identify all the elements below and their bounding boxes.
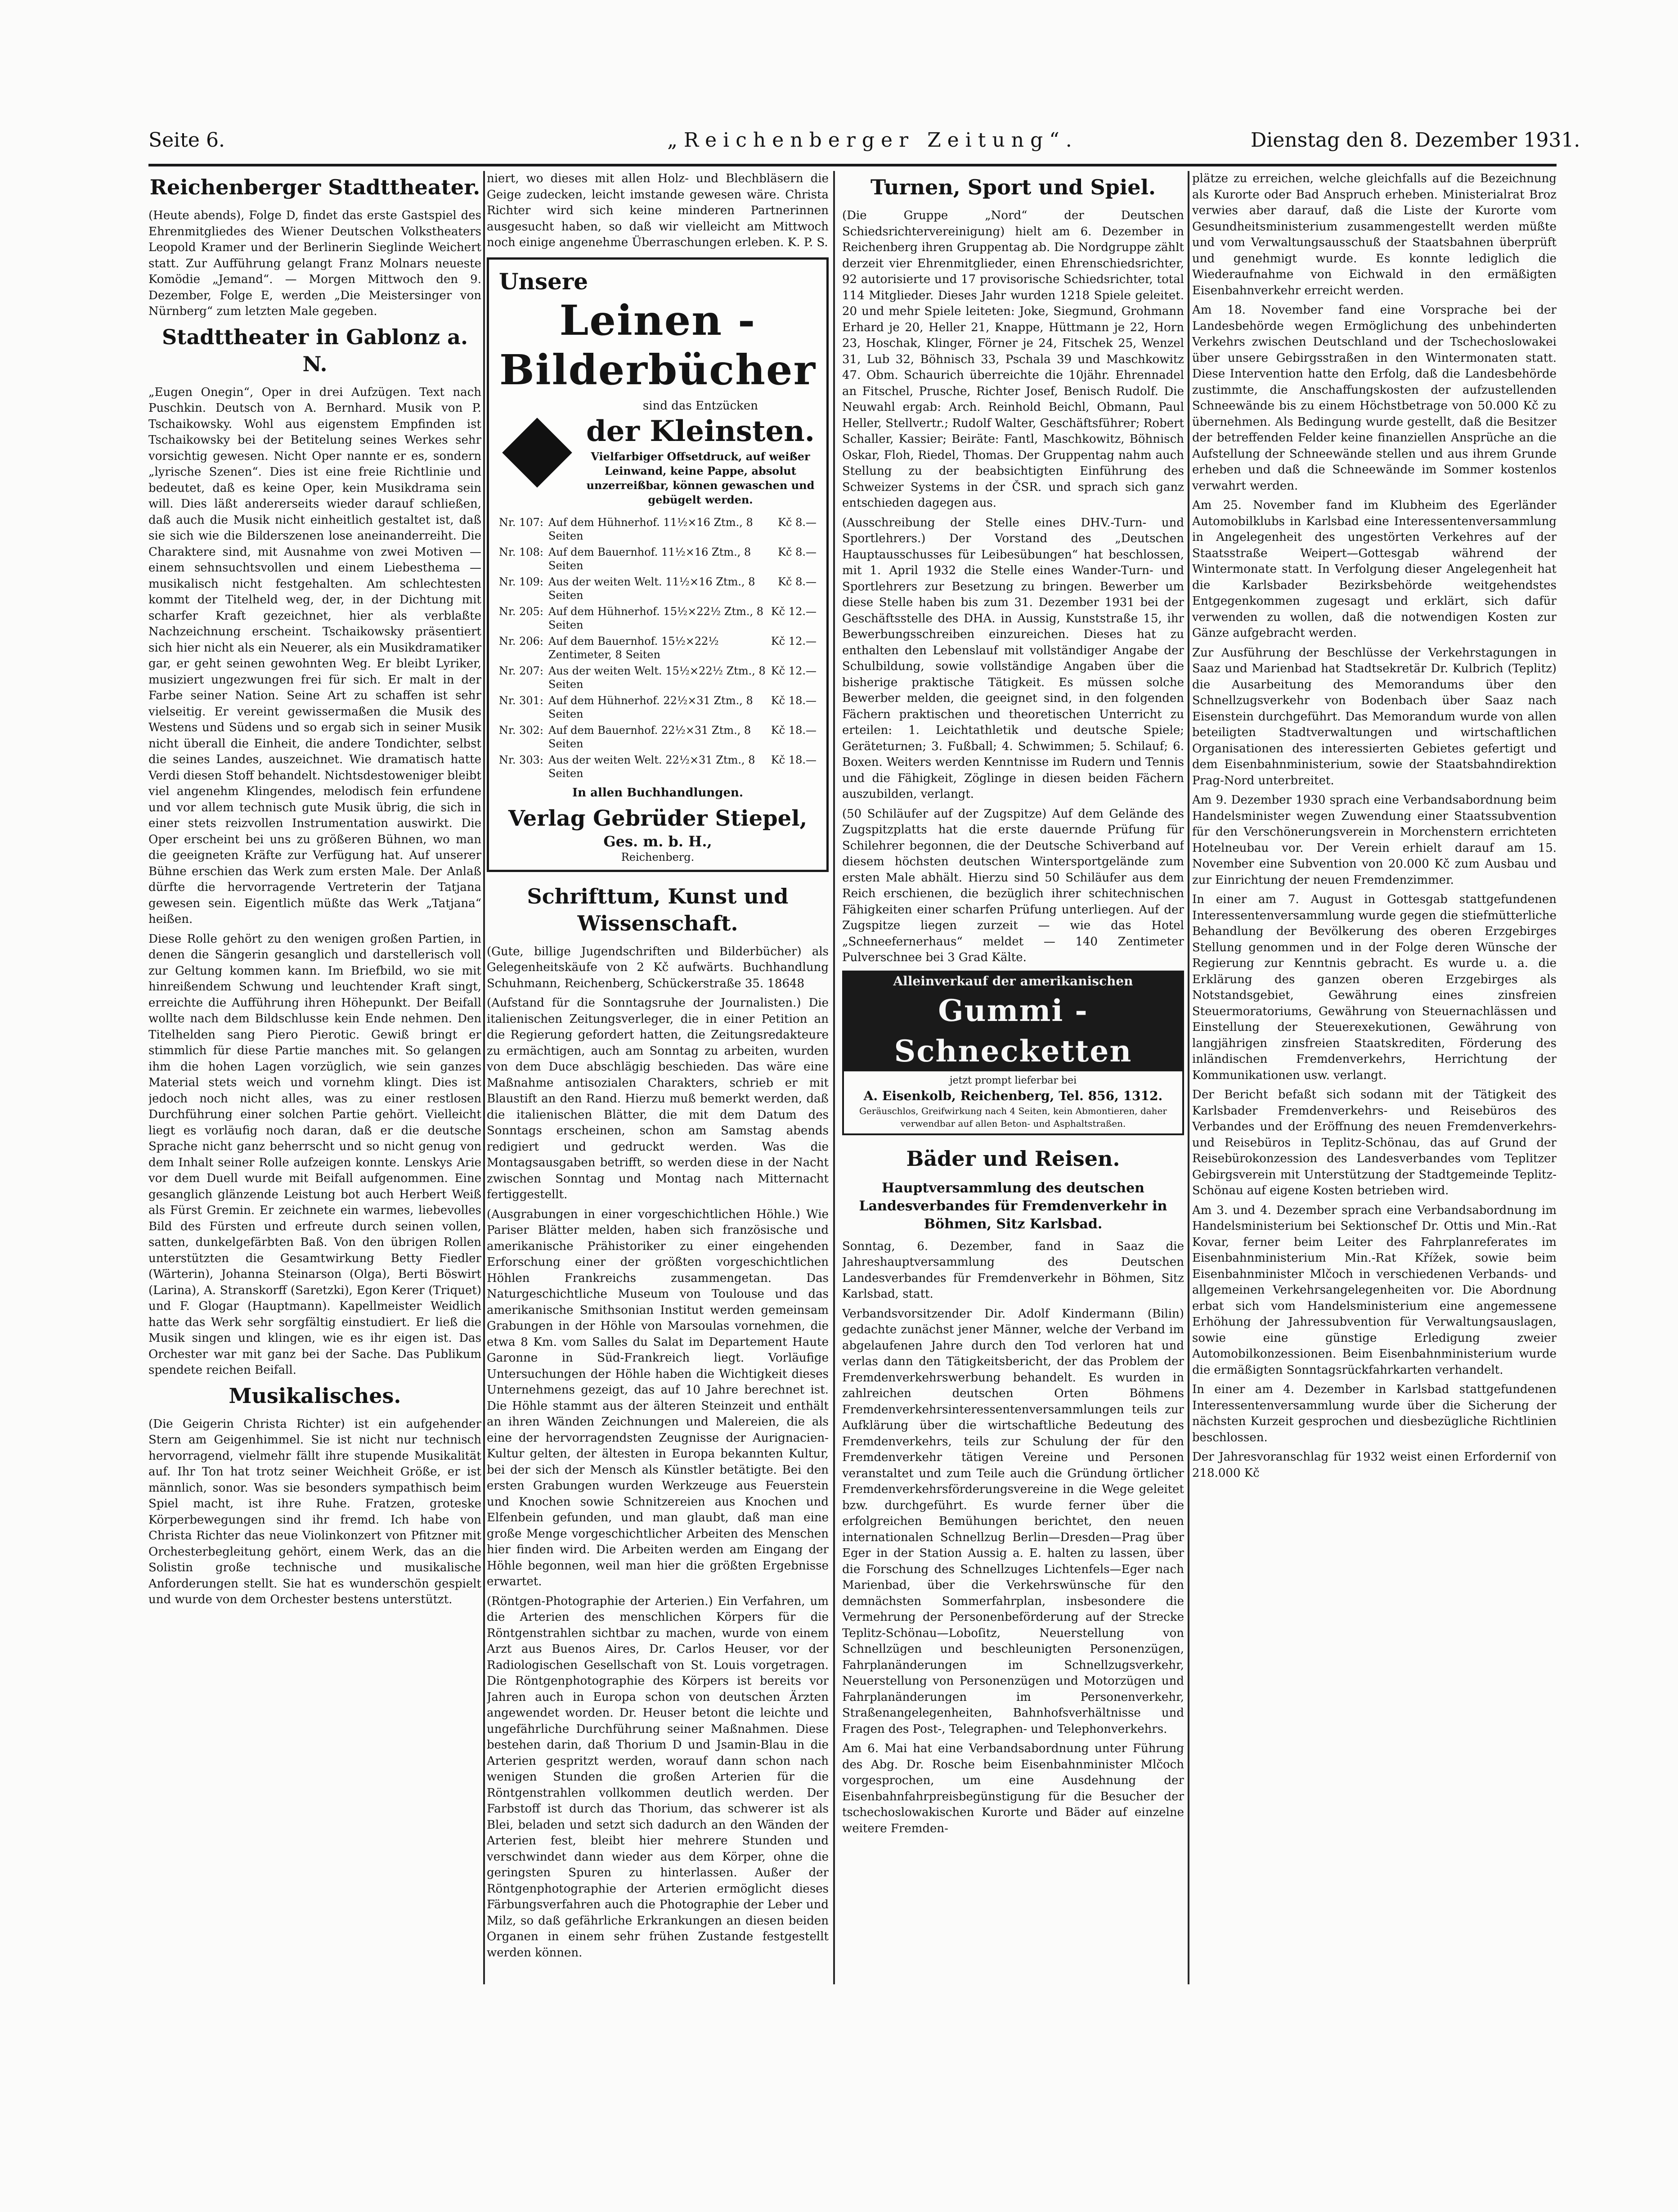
ad-text: In allen Buchhandlungen. bbox=[572, 786, 744, 800]
article-text: Am 25. November fand im Klubheim des Egerländer Automobilklubs in Karlsbad eine Interessentenversammlung in Angelegenheit des ungestörten Verkehres auf der Staatsstraße Weipert—Gottesgab während der Wintermonate statt. In Verfolgung dieser Angelegenheit hat die Karlsbader Bezirksbehörde weitgehendstes Entgegenkommen zugesagt und erklärt, sich dafür verwenden zu wollen, daß die notwendigen Kosten zur Gänze aufgebracht werden. bbox=[1192, 499, 1557, 640]
list-item bbox=[499, 692, 817, 722]
section-heading: Reichenberger Stadttheater. bbox=[149, 175, 480, 199]
section-heading: Turnen, Sport und Spiel. bbox=[870, 175, 1156, 199]
item-price: Kč 8.— bbox=[778, 575, 817, 588]
page-number: Seite 6. bbox=[148, 129, 225, 152]
article-text: Der Bericht befaßt sich sodann mit der Tätigkeit des Karlsbader Fremdenverkehrs- und Reisebüros des Verbandes und der Eröffnung des neuen Fremdenverkehrs- und Reisebüros in Teplitz-Schönau, das auf Grund der Reisebürokonzession des Landesverbandes vom Teplitzer Gebirgsverein mit Unterstützung der Stadtgemeinde Teplitz-Schönau auf eigene Kosten betrieben wird. bbox=[1192, 1088, 1557, 1197]
article-text: (Röntgen-Photographie der Arterien.) Ein Verfahren, um die Arterien des menschlichen Körpers für die Röntgenstrahlen sichtbar zu machen, wurde von einem Arzt aus Buenos Aires, Dr. Carlos Heuser, vor der Radiologischen Gesellschaft von St. Louis vorgetragen. Die Röntgenphotographie des Körpers ist bereits vor Jahren auch in Europa schon von deutschen Ärzten angewendet worden. Dr. Heuser betont die leichte und ungefährliche Durchführung seiner Maßnahmen. Diese bestehen darin, daß Thorium D und Jsamin-Blau in die Arterien gespritzt werden, worauf dann schon nach wenigen Stunden die großen Arterien für die Röntgenstrahlen vollkommen deutlich werden. Der Farbstoff ist durch das Thorium, das schwerer ist als Blei, beladen und setzt sich dadurch an den Wänden der Arterien fest, bleibt hier mehrere Stunden und verschwindet dann wieder aus dem Körper, ohne die geringsten Spuren zu hinterlassen. Außer der Röntgenphotographie der Arterien ermöglicht dieses Färbungsverfahren auch die Photographie der Leber und Milz, so daß gefährliche Erkrankungen an diesen beiden Organen in einem sehr frühen Zustande festgestellt werden können. bbox=[487, 1594, 829, 1960]
item-title: Auf dem Hühnerhof. 11½×16 Ztm., 8 Seiten bbox=[548, 516, 753, 542]
item-number: Nr. 205: bbox=[499, 605, 543, 618]
article-text: plätze zu erreichen, welche gleichfalls auf die Bezeichnung als Kurorte oder Bad Anspruch erheben. Ministerialrat Broz verwies aber darauf, daß die Liste der Kurorte vom Gesundheitsministerium zusammengestellt werden müßte und vom Verwaltungsausschuß der Staatsbahnen überprüft und genehmigt wurde. Es konnte lediglich die Wiederaufnahme von Eichwald in den ermäßigten Eisenbahnverkehr erreicht werden. bbox=[1192, 172, 1557, 297]
article-text: niert, wo dieses mit allen Holz- und Blechbläsern die Geige zudecken, leicht imstande gewesen wäre. Christa Richter wird sich keine minderen Partnerinnen ausgesucht haben, so daß wir vielleicht am Mittwoch noch einige angenehme Überraschungen erleben. K. P. S. bbox=[487, 172, 829, 249]
article-text: Zur Ausführung der Beschlüsse der Verkehrstagungen in Saaz und Marienbad hat Stadtsekretär Dr. Kulbrich (Teplitz) die Ausarbeitung des Memorandums über den Schnellzugsverkehr von Bodenbach über Saaz nach Eisenstein durchgeführt. Das Memorandum wurde von allen beteiligten Stadtverwaltungen und wirtschaftlichen Organisationen des interessierten Gebietes gefertigt und dem Eisenbahnministerium, sowie der Staatsbahndirektion Prag-Nord unterbreitet. bbox=[1192, 646, 1557, 787]
article-text: Der Jahresvoranschlag für 1932 weist einen Erforderniſ von 218.000 Kč bbox=[1192, 1450, 1557, 1480]
article-text: (Die Geigerin Christa Richter) ist ein aufgehender Stern am Geigenhimmel. Sie ist nicht nur technisch hervorragend, vielmehr fällt ihre stupende Musikalität auf. Ihr Ton hat trotz seiner Weichheit Größe, er ist männlich, sonor. Was sie besonders sympathisch beim Spiel macht, ist ihre Ruhe. Fratzen, groteske Körperbewegungen sind ihr fremd. Ich habe von Christa Richter das neue Violinkonzert von Pfitzner mit Orchesterbegleitung gehört, einem Werk, das an die Solistin große technische und musikalische Anforderungen stellt. Sie hat es wunderschön gespielt und wurde von dem Orchester bestens unterstützt. bbox=[148, 1417, 481, 1606]
column-divider bbox=[1188, 171, 1189, 1984]
ad-headline: Leinen - Bilderbücher bbox=[499, 296, 817, 394]
column-2 bbox=[487, 171, 829, 1989]
publisher-name: Verlag Gebrüder Stiepel, bbox=[508, 805, 808, 831]
ad-text: Geräuschlos, Greifwirkung nach 4 Seiten, kein Abmontieren, daher verwendbar auf allen Beton- und Asphaltstraßen. bbox=[859, 1105, 1167, 1129]
item-number: Nr. 109: bbox=[499, 575, 543, 588]
list-item bbox=[499, 603, 817, 633]
advertisement-picture-books bbox=[487, 257, 829, 872]
article-text: In einer am 7. August in Gottesgab stattgefundenen Interessentenversammlung wurde gegen die stiefmütterliche Behandlung der Bevölkerung des oberen Erzgebirges Stellung genommen und in der Folge deren Wünsche der Regierung zur Kenntnis gebracht. Es wurde u. a. die Erklärung des ganzen oberen Erzgebirges als Notstandsgebiet, Gewährung eines zinsfreien Steuermoratoriums, Gewährung von Steuernachlässen und Einstellung der Steuerexekutionen, Gewährung von langjährigen zinsfreien Staatskrediten, Förderung des inländischen Fremdenverkehrs, Herrichtung der Kommunikationen usw. verlangt. bbox=[1192, 893, 1557, 1082]
article-text: Sonntag, 6. Dezember, fand in Saaz die Jahreshauptversammlung des Deutschen Landesverbandes für Fremdenverkehr in Böhmen, Sitz Karlsbad, statt. bbox=[842, 1239, 1184, 1301]
item-price: Kč 12.— bbox=[771, 605, 817, 618]
article-text: Am 9. Dezember 1930 sprach eine Verbandsabordnung beim Handelsminister wegen Zuwendung einer Staatssubvention für den Verschönerungsverein in Morchenstern errichteten Hotelneubau vor. Der Verein erhielt darauf am 15. November eine Subvention von 20.000 Kč zum Ausbau und zur Einrichtung der neuen Fremdenzimmer. bbox=[1192, 793, 1557, 887]
ad-text: jetzt prompt lieferbar bei bbox=[949, 1075, 1077, 1086]
publisher-name: Ges. m. b. H., bbox=[603, 832, 712, 850]
item-number: Nr. 303: bbox=[499, 753, 543, 766]
item-price: Kč 12.— bbox=[771, 634, 817, 647]
item-price: Kč 18.— bbox=[771, 724, 817, 737]
column-1 bbox=[148, 171, 481, 1989]
item-number: Nr. 301: bbox=[499, 694, 543, 707]
item-number: Nr. 107: bbox=[499, 516, 543, 529]
item-title: Auf dem Hühnerhof. 15½×22½ Ztm., 8 Seiten bbox=[548, 605, 763, 631]
article-text: (Ausgrabungen in einer vorgeschichtlichen Höhle.) Wie Pariser Blätter melden, haben sich französische und amerikanische Prähistoriker zu einer eingehenden Erforschung einer der größten vorgeschichtlichen Höhlen Frankreichs zusammengetan. Das Naturgeschichtliche Museum von Toulouse und das amerikanische Smithsonian Institut werden gemeinsam Grabungen in der Höhle von Marsoulas vornehmen, die etwa 8 Km. vom Salles du Salat im Departement Haute Garonne in Süd-Frankreich liegt. Vorläufige Untersuchungen der Höhle haben die Wichtigkeit dieses Unternehmens gezeigt, das auf 10 Jahre berechnet ist. Die Höhle stammt aus der älteren Steinzeit und enthält an ihren Wänden Zeichnungen und Malereien, die als eine der hervorragendsten Zeugnisse der Aurignacien-Kultur gelten, der ältesten in Europa bekannten Kultur, bei der sich der Mensch als Künstler betätigte. Bei den ersten Grabungen wurden Werkzeuge aus Feuerstein und Knochen sowie Schnitzereien aus Knochen und Elfenbein gefunden, und man glaubt, daß man eine große Menge vorgeschichtlicher Arbeiten des Menschen hier finden wird. Die Arbeiten werden am Eingang der Höhle begonnen, weil man hier die größten Ergebnisse erwartet. bbox=[487, 1207, 829, 1588]
item-title: Aus der weiten Welt. 11½×16 Ztm., 8 Seiten bbox=[548, 575, 755, 602]
list-item bbox=[499, 633, 817, 663]
item-number: Nr. 108: bbox=[499, 545, 543, 558]
article-text: Verbandsvorsitzender Dir. Adolf Kindermann (Bilin) gedachte zunächst jener Männer, welche der Verband im abgelaufenen Jahre durch den Tod verloren hat und verlas dann den Tätigkeitsbericht, der das Problem der Fremdenverkehrswerbung behandelt. Es wurden in zahlreichen deutschen Orten Böhmens Fremdenverkehrsinteressentenversammlungen teils zur Aufklärung über die wirtschaftliche Bedeutung des Fremdenverkehrs, teils zur Schulung der für den Fremdenverkehr tätigen Vereine und Personen veranstaltet und zum Teile auch die Gründung örtlicher Fremdenverkehrsförderungsvereine in die Wege geleitet bzw. durchgeführt. Es wurde ferner über die erfolgreichen Bemühungen berichtet, den neuen internationalen Schnellzug Berlin—Dresden—Prag über Eger in der Station Aussig a. E. halten zu lassen, über die Forschung des Schnellzuges Lichtenfels—Eger nach Marienbad, über die Verkehrswünsche für den demnächsten Sommerfahrplan, insbesondere die Vermehrung der Personenbeförderung auf der Strecke Teplitz-Schönau—Loboſitz, Neuerstellung von Schnellzügen und beschleunigten Personenzügen, Fahrplanänderungen im Schnellzugsverkehr, Neuerstellung von Personenzügen und Motorzügen und Fahrplanänderungen im Personenverkehr, Straßenangelegenheiten, Bahnhofsverhältnisse und Fragen des Post-, Telegraphen- und Telephonverkehrs. bbox=[842, 1307, 1184, 1736]
article-text: (Die Gruppe „Nord“ der Deutschen Schiedsrichtervereinigung) hielt am 6. Dezember in Reichenberg ihren Gruppentag ab. Die Nordgruppe zählt derzeit vier Ehrenmitglieder, einen Ehrenschiedsrichter, 92 autorisierte und 17 provisorische Schiedsrichter, total 114 Mitglieder. Dieses Jahr wurden 1218 Spiele geleitet. 20 und mehr Spiele leiteten: Joke, Siegmund, Grohmann Erhard je 20, Heller 21, Knappe, Hüttmann je 22, Horn 23, Hoschak, Klinger, Förner je 24, Fitschek 25, Wenzel 31, Lub 32, Böhnisch 33, Pschala 39 und Maschkowitz 47. Obm. Schaurich überreichte die 10jähr. Ehrennadel an Fitschel, Prusche, Richter Josef, Benisch Rudolf. Die Neuwahl ergab: Arch. Reinhold Beichl, Obmann, Paul Heller, Stellvertr.; Rudolf Walter, Geschäftsführer; Robert Schaller, Kassier; Beiräte: Fantl, Maschkowitz, Böhnisch Oskar, Floh, Riedel, Thomas. Der Gruppentag nahm auch Stellung zu der beabsichtigten Einführung des Schweizer Systems in der ČSR. und sprach sich ganz entschieden dagegen aus. bbox=[842, 209, 1184, 510]
article-subheading: Hauptversammlung des deutschen Landesverbandes für Fremdenverkehr in Böhmen, Sitz Karlsbad. bbox=[859, 1180, 1167, 1232]
list-item bbox=[499, 514, 817, 544]
article-text: (Aufstand für die Sonntagsruhe der Journalisten.) Die italienischen Zeitungsverleger, die in einer Petition an die Regierung gefordert hatten, die Zeitungsredakteure zu ermächtigen, auch am Sonntag zu arbeiten, wurden von dem Duce abschlägig beschieden. Das wäre eine Maßnahme antisozialen Charakters, schrieb er mit Blaustift an den Rand. Hierzu muß bemerkt werden, daß die italienischen Blätter, die mit dem Datum des Sonntags erscheinen, schon am Samstag abends redigiert und gedruckt werden. Was die Montagsausgaben betrifft, so werden diese in der Nacht zwischen Sonntag und Montag nach Mitternacht fertiggestellt. bbox=[487, 996, 829, 1201]
article-text: Diese Rolle gehört zu den wenigen großen Partien, in denen die Sängerin gesanglich und darstellerisch voll zur Geltung kommen kann. Im Briefbild, wo sie mit hinreißendem Schwung und leuchtender Kraft singt, erreichte die Aufführung ihren Höhepunkt. Der Beifall wollte nach dem Bildschlusse kein Ende nehmen. Den Titelhelden sang Piero Pierotic. Gewiß bringt er stimmlich für diese Partie manches mit. So gelangen ihm die hohen Lagen vorzüglich, wie sein ganzes Material stets weich und vornehm klingt. Dies ist jedoch noch nicht alles, was zu einer restlosen Durchführung einer solchen Partie gehört. Vielleicht liegt es vorläufig noch daran, daß er die deutsche Sprache nicht ganz beherrscht und so nicht genug von dem Inhalt seiner Rolle aufzeigen konnte. Lenskys Arie vor dem Duell wurde mit Beifall aufgenommen. Eine gesanglich glänzende Leistung bot auch Herbert Weiß als Fürst Gremin. Er zeichnete ein warmes, liebevolles Bild des Fürsten und erfreute durch seinen vollen, satten, dunkelgefärbten Baß. Von den übrigen Rollen unterstützten die Gesamtwirkung Betty Fiedler (Wärterin), Johanna Steinarson (Olga), Berti Böswirt (Larina), A. Stranskorff (Saretzki), Egon Kerer (Triquet) und F. Glogar (Hauptmann). Kapellmeister Weidlich hatte das Werk sehr sorgfältig einstudiert. Er ließ die Musik singen und klingen, wie es ihr eigen ist. Das Orchester war mit ganz bei der Sache. Das Publikum spendete reichen Beifall. bbox=[148, 932, 481, 1377]
list-item bbox=[499, 544, 817, 574]
publisher-city: Reichenberg. bbox=[621, 850, 695, 863]
item-price: Kč 8.— bbox=[778, 516, 817, 529]
column-4 bbox=[1192, 171, 1557, 1989]
article-text: (50 Schiläufer auf der Zugspitze) Auf dem Gelände des Zugspitzplatts hat die erste dauernde Prüfung für Schilehrer begonnen, die der Deutsche Schiverband auf diesem höchsten deutschen Wintersportgelände zum ersten Male abhält. Hierzu sind 50 Schiläufer aus dem Reich erschienen, die bezüglich ihrer schitechnischen Fähigkeiten einer scharfen Prüfung unterliegen. Auf der Zugspitze liegen zurzeit — wie das Hotel „Schneefernerhaus“ meldet — 140 Zentimeter Pulverschnee bei 3 Grad Kälte. bbox=[842, 807, 1184, 964]
article-text: In einer am 4. Dezember in Karlsbad stattgefundenen Interessentenversammlung wurde über die Sicherung der nächsten Kurzeit gesprochen und diesbezügliche Richtlinien beschlossen. bbox=[1192, 1383, 1557, 1444]
section-heading: Schrifttum, Kunst und Wissenschaft. bbox=[527, 884, 789, 935]
ad-headline: der Kleinsten. bbox=[586, 414, 815, 448]
diamond-ornament-icon bbox=[502, 418, 572, 488]
article-text: (Gute, billige Jugendschriften und Bilderbücher) als Gelegenheitskäufe von 2 Kč aufwärts. Buchhandlung Schuhmann, Reichenberg, Schückerstraße 35. 18648 bbox=[487, 944, 829, 990]
ad-text: sind das Entzücken bbox=[642, 399, 758, 413]
column-divider bbox=[833, 171, 835, 1984]
section-heading: Musikalisches. bbox=[229, 1383, 401, 1408]
item-title: Auf dem Bauernhof. 11½×16 Ztm., 8 Seiten bbox=[548, 545, 751, 572]
article-text: Am 6. Mai hat eine Verbandsabordnung unter Führung des Abg. Dr. Rosche beim Eisenbahnminister Mlčoch vorgesprochen, um eine Ausdehnung der Eisenbahnfahrpreisbegünstigung für die Besucher der tschechoslowakischen Kurorte und Bäder auf einzelne weitere Fremden- bbox=[842, 1742, 1184, 1835]
header-rule bbox=[148, 164, 1557, 166]
ad-text: Alleinverkauf der amerikanischen bbox=[844, 972, 1182, 990]
section-heading: Stadttheater in Gablonz a. N. bbox=[162, 324, 468, 376]
newspaper-title: „Reichenberger Zeitung“. bbox=[667, 129, 1078, 152]
issue-date: Dienstag den 8. Dezember 1931. bbox=[1251, 129, 1580, 152]
item-price: Kč 8.— bbox=[778, 545, 817, 558]
item-price: Kč 12.— bbox=[771, 664, 817, 677]
ad-headline: Unsere bbox=[499, 268, 588, 295]
item-price: Kč 18.— bbox=[771, 694, 817, 707]
column-divider bbox=[483, 171, 485, 1984]
item-title: Aus der weiten Welt. 15½×22½ Ztm., 8 Seiten bbox=[548, 664, 766, 691]
advertisement-snow-chains bbox=[842, 971, 1184, 1135]
column-3 bbox=[842, 171, 1184, 1989]
item-title: Auf dem Bauernhof. 22½×31 Ztm., 8 Seiten bbox=[548, 724, 751, 750]
list-item bbox=[499, 752, 817, 782]
item-title: Auf dem Bauernhof. 15½×22½ Zentimeter, 8 Seiten bbox=[548, 634, 719, 661]
list-item bbox=[499, 722, 817, 752]
item-number: Nr. 302: bbox=[499, 724, 543, 737]
article-text: „Eugen Onegin“, Oper in drei Aufzügen. Text nach Puschkin. Deutsch von A. Bernhard. Musik von P. Tschaikowsky. Wohl aus eigenstem Empfinden ist Tschaikowsky bei der Betitelung seines Werkes sehr vorsichtig gewesen. Nicht Oper nannte er es, sondern „lyrische Szenen“. Dies ist eine freie Richtlinie und bedeutet, daß es keine Oper, kein Musikdrama sein will. Dies läßt andererseits wieder darauf schließen, daß auch die Musik nicht einheitlich gestaltet ist, daß sie sich wie die Bilderszenen lose aneinanderreiht. Die Charaktere sind, mit Ausnahme von zwei Motiven — einem sehnsuchtsvollen und einem Liebesthema — musikalisch nicht festgehalten. Am schlechtesten kommt der Titelheld weg, der, in der Dichtung mit scharfer Kraft gezeichnet, hier als verblaßte Nachzeichnung erscheint. Tschaikowsky präsentiert sich hier nicht als ein Neuerer, als ein Musikdramatiker gar, er geht seinen gewohnten Weg. Er bleibt Lyriker, musiziert ungezwungen frei für sich. Er malt in der Farbe seiner Nation. Seine Art zu schaffen ist sehr vielseitig. Er vereint gewissermaßen die Musik des Westens und Südens und so ergab sich in seiner Musik nicht überall die Einheit, die andere Tondichter, selbst die seines Landes, auszeichnet. Wie dramatisch hatte Verdi diesen Stoff behandelt. Nichtsdestoweniger bleibt viel angenehm Klingendes, melodisch fein erfundene und vor allem technisch gute Musik übrig, die sich in einer stets reizvollen Instrumentation auswirkt. Die Oper erscheint bei uns zu größeren Bühnen, wo man die geeigneten Kräfte zur Verfügung hat. Auf unserer Bühne erschien das Werk zum ersten Male. Der Anlaß dürfte die hervorragende Vertreterin der Tatjana gewesen sein. Eigentlich müßte das Werk „Tatjana“ heißen. bbox=[148, 385, 481, 926]
list-item bbox=[499, 663, 817, 692]
section-heading: Bäder und Reisen. bbox=[906, 1146, 1120, 1171]
item-number: Nr. 206: bbox=[499, 634, 543, 647]
article-text: Am 3. und 4. Dezember sprach eine Verbandsabordnung im Handelsministerium bei Sektionschef Dr. Ottis und Min.-Rat Kovar, ferner beim Leiter des Fahrplanreferates im Eisenbahnministerium Min.-Rat Křížek, sowie beim Eisenbahnminister Mlčoch in verschiedenen Verbands- und allgemeinen Verkehrsangelegenheiten vor. Die Abordnung erbat sich vom Handelsministerium eine angemessene Erhöhung der Jahressubvention für Verwaltungsauslagen, sowie eine günstige Erledigung zweier Automobilkonzessionen. Beim Eisenbahnministerium wurde die ermäßigten Sonntagsrückfahrkarten verhandelt. bbox=[1192, 1203, 1557, 1377]
item-title: Auf dem Hühnerhof. 22½×31 Ztm., 8 Seiten bbox=[548, 694, 753, 720]
ad-description: Vielfarbiger Offsetdruck, auf weißer Leinwand, keine Pappe, absolut unzerreißbar, können gewaschen und gebügelt werden. bbox=[586, 450, 815, 506]
article-text: Am 18. November fand eine Vorsprache bei der Landesbehörde wegen Ermöglichung des unbehinderten Verkehrs zwischen Deutschland und der Tschechoslowakei über unsere Gebirgsstraßen in den Wintermonaten statt. Diese Intervention hatte den Erfolg, daß die Landesbehörde zustimmte, die Anschaffungskosten der aufzustellenden Schneewände bis zu einem Höchstbetrage von 50.000 Kč zu übernehmen. Als Bedingung wurde gestellt, daß die Besitzer der betreffenden Felder keine finanziellen Ansprüche an die Aufstellung der Schneewände stellen und aus ihrem Grunde erheben und daß die Schneewände im Sommer kostenlos verwahrt werden. bbox=[1192, 303, 1557, 493]
ad-price-list bbox=[499, 514, 817, 782]
item-title: Aus der weiten Welt. 22½×31 Ztm., 8 Seiten bbox=[548, 753, 755, 780]
article-text: (Ausschreibung der Stelle eines DHV.-Turn- und Sportlehrers.) Der Vorstand des „Deutschen Hauptausschusses für Leibesübungen“ hat beschlossen, mit 1. April 1932 die Stelle eines Wander-Turn- und Sportlehrers zur Besetzung zu bringen. Bewerber um diese Stelle haben bis zum 31. Dezember 1931 bei der Geschäftsstelle des DHA. in Aussig, Kunststraße 15, ihr Bewerbungsschreiben einzureichen. Dieses hat zu enthalten den Lebenslauf mit vollständiger Angabe der Schulbildung, sowie vollständige Angaben über die bisherige praktische Tätigkeit. Es müssen solche Bewerber melden, die geeignet sind, in den folgenden Fächern praktischen und theoretischen Unterricht zu erteilen: 1. Leichtathletik und deutsche Spiele; Geräteturnen; 3. Fußball; 4. Schwimmen; 5. Schilauf; 6. Boxen. Weiters werden Kenntnisse im Rudern und Tennis und die Fähigkeit, Zöglinge in diesen beiden Fächern auszubilden, verlangt. bbox=[842, 516, 1184, 801]
item-number: Nr. 207: bbox=[499, 664, 543, 677]
article-text: (Heute abends), Folge D, findet das erste Gastspiel des Ehrenmitgliedes des Wiener Deutschen Volkstheaters Leopold Kramer und der Berlinerin Sieglinde Weichert statt. Zur Aufführung gelangt Franz Molnars neueste Komödie „Jemand“. — Morgen Mittwoch den 9. Dezember, Folge E, werden „Die Meistersinger von Nürnberg“ zum letzten Male gegeben. bbox=[148, 209, 481, 318]
list-item bbox=[499, 574, 817, 603]
ad-firm: A. Eisenkolb, Reichenberg, Tel. 856, 1312. bbox=[863, 1088, 1163, 1103]
ad-headline: Gummi - Schnecketten bbox=[844, 990, 1182, 1071]
item-price: Kč 18.— bbox=[771, 753, 817, 766]
